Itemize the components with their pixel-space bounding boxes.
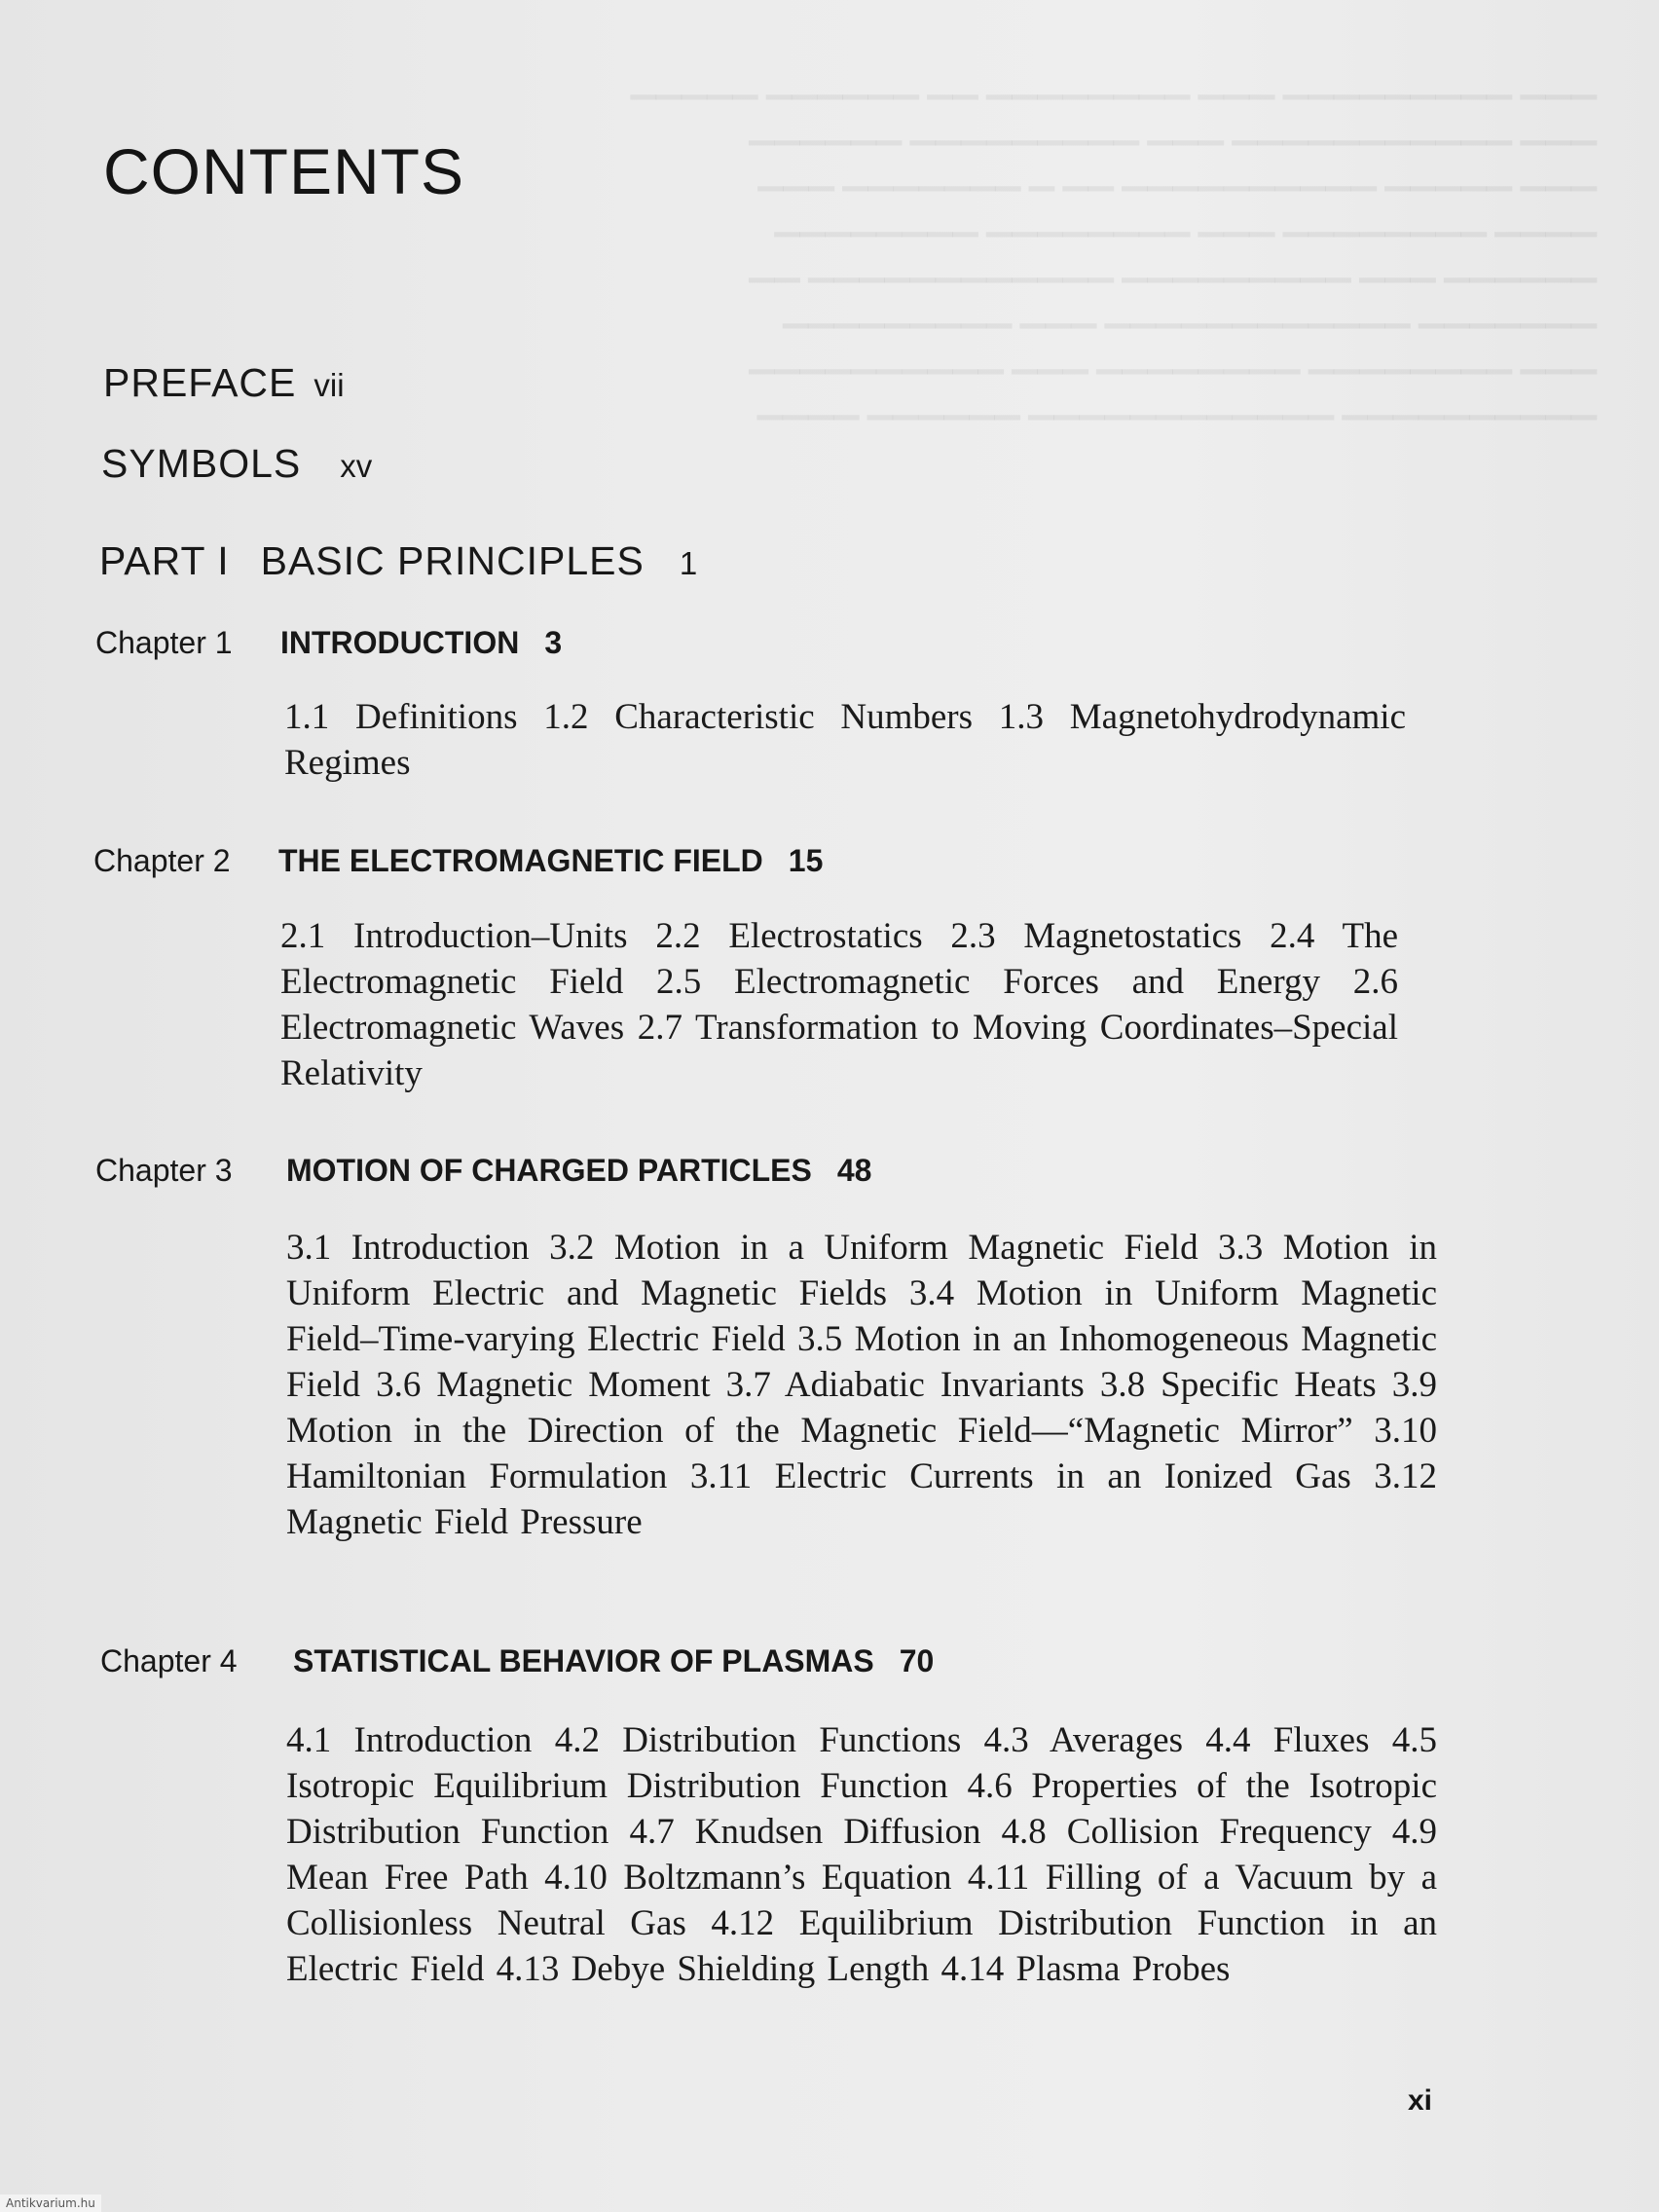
part-heading: [99, 538, 697, 584]
part-title: BASIC PRINCIPLES: [260, 538, 645, 583]
bleed-through-text: ▁▁▁ ▁▁▁▁▁▁▁▁▁ ▁▁▁ ▁▁▁▁▁▁▁▁ ▁▁ ▁▁▁▁▁▁ ▁▁▁▁▁ ▁▁▁ ▁▁▁▁▁▁▁▁▁▁▁ ▁▁▁ ▁▁▁▁▁▁▁▁▁ ▁▁▁▁▁▁ ▁▁▁ ▁▁▁▁▁ ▁▁▁▁▁▁▁▁▁▁ ▁▁ ▁ ▁▁▁▁▁▁▁ ▁▁▁ ▁▁▁▁ ▁▁▁▁▁▁▁▁ ▁▁▁ ▁▁▁▁▁▁▁▁ ▁▁▁▁▁▁▁▁ ▁▁▁▁▁▁ ▁▁▁ ▁▁▁▁▁▁▁▁▁ ▁▁▁▁▁▁▁▁▁▁▁▁ ▁▁ ▁▁▁▁▁▁▁ ▁▁▁▁▁▁▁▁▁▁▁▁ ▁▁▁ ▁▁▁▁▁▁▁▁▁ ▁▁▁ ▁▁▁▁▁▁▁▁ ▁▁▁▁▁▁▁▁ ▁▁▁ ▁▁▁▁▁▁▁▁▁▁ ▁▁▁▁▁▁▁▁▁▁ ▁▁▁▁▁▁▁▁▁▁▁▁ ▁▁▁▁▁▁ ▁▁▁▁: [630, 63, 1597, 420]
chapter-title: INTRODUCTION: [280, 625, 520, 660]
chapter-heading: [95, 625, 562, 661]
chapter-page: 48: [836, 1153, 872, 1188]
preface-entry: [103, 360, 345, 406]
symbols-page: xv: [340, 448, 373, 484]
chapter-title: STATISTICAL BEHAVIOR OF PLASMAS: [293, 1643, 874, 1678]
chapter-sections: 2.1 Introduction–Units 2.2 Electrostatics 2.3 Magnetostatics 2.4 The Electromagnetic Field 2.5 Electromagnetic Forces and Energy 2.6 Electromagnetic Waves 2.7 Transformation to Moving Coordinates–Special Relativity: [280, 916, 1398, 1093]
chapter-sections: 1.1 Definitions 1.2 Characteristic Numbers 1.3 Magnetohydrodynamic Regimes: [284, 697, 1406, 783]
chapter-page: 15: [788, 843, 824, 878]
chapter-label: Chapter 4: [100, 1643, 238, 1678]
chapter-label: Chapter 2: [93, 843, 231, 878]
page-number: xi: [1408, 2084, 1433, 2117]
chapter-page: 3: [544, 625, 563, 660]
chapter-heading: [93, 843, 823, 879]
chapter-page: 70: [899, 1643, 935, 1678]
chapter-sections: 4.1 Introduction 4.2 Distribution Functions 4.3 Averages 4.4 Fluxes 4.5 Isotropic Equilibrium Distribution Function 4.6 Properties of the Isotropic Distribution Function 4.7 Knudsen Diffusion 4.8 Collision Frequency 4.9 Mean Free Path 4.10 Boltzmann’s Equation 4.11 Filling of a Vacuum by a Collisionless Neutral Gas 4.12 Equilibrium Distribution Function in an Electric Field 4.13 Debye Shielding Length 4.14 Plasma Probes: [286, 1720, 1437, 1989]
chapter-heading: [100, 1643, 934, 1679]
preface-page: vii: [313, 367, 345, 403]
page-title: CONTENTS: [103, 135, 464, 207]
preface-label: PREFACE: [103, 360, 297, 405]
chapter-title: THE ELECTROMAGNETIC FIELD: [278, 843, 763, 878]
symbols-label: SYMBOLS: [101, 441, 302, 486]
chapter-sections: 3.1 Introduction 3.2 Motion in a Uniform Magnetic Field 3.3 Motion in Uniform Electric and Magnetic Fields 3.4 Motion in Uniform Magnetic Field–Time-varying Electric Field 3.5 Motion in an Inhomogeneous Magnetic Field 3.6 Magnetic Moment 3.7 Adiabatic Invariants 3.8 Specific Heats 3.9 Motion in the Direction of the Magnetic Field—“Magnetic Mirror” 3.10 Hamiltonian Formulation 3.11 Electric Currents in an Ionized Gas 3.12 Magnetic Field Pressure: [286, 1228, 1437, 1542]
chapter-heading: [95, 1153, 871, 1189]
watermark-label: Antikvarium.hu: [0, 2194, 101, 2212]
part-page: 1: [679, 545, 698, 581]
part-label: PART I: [99, 538, 230, 583]
chapter-title: MOTION OF CHARGED PARTICLES: [286, 1153, 812, 1188]
chapter-label: Chapter 1: [95, 625, 233, 660]
symbols-entry: [101, 441, 372, 487]
chapter-label: Chapter 3: [95, 1153, 233, 1188]
